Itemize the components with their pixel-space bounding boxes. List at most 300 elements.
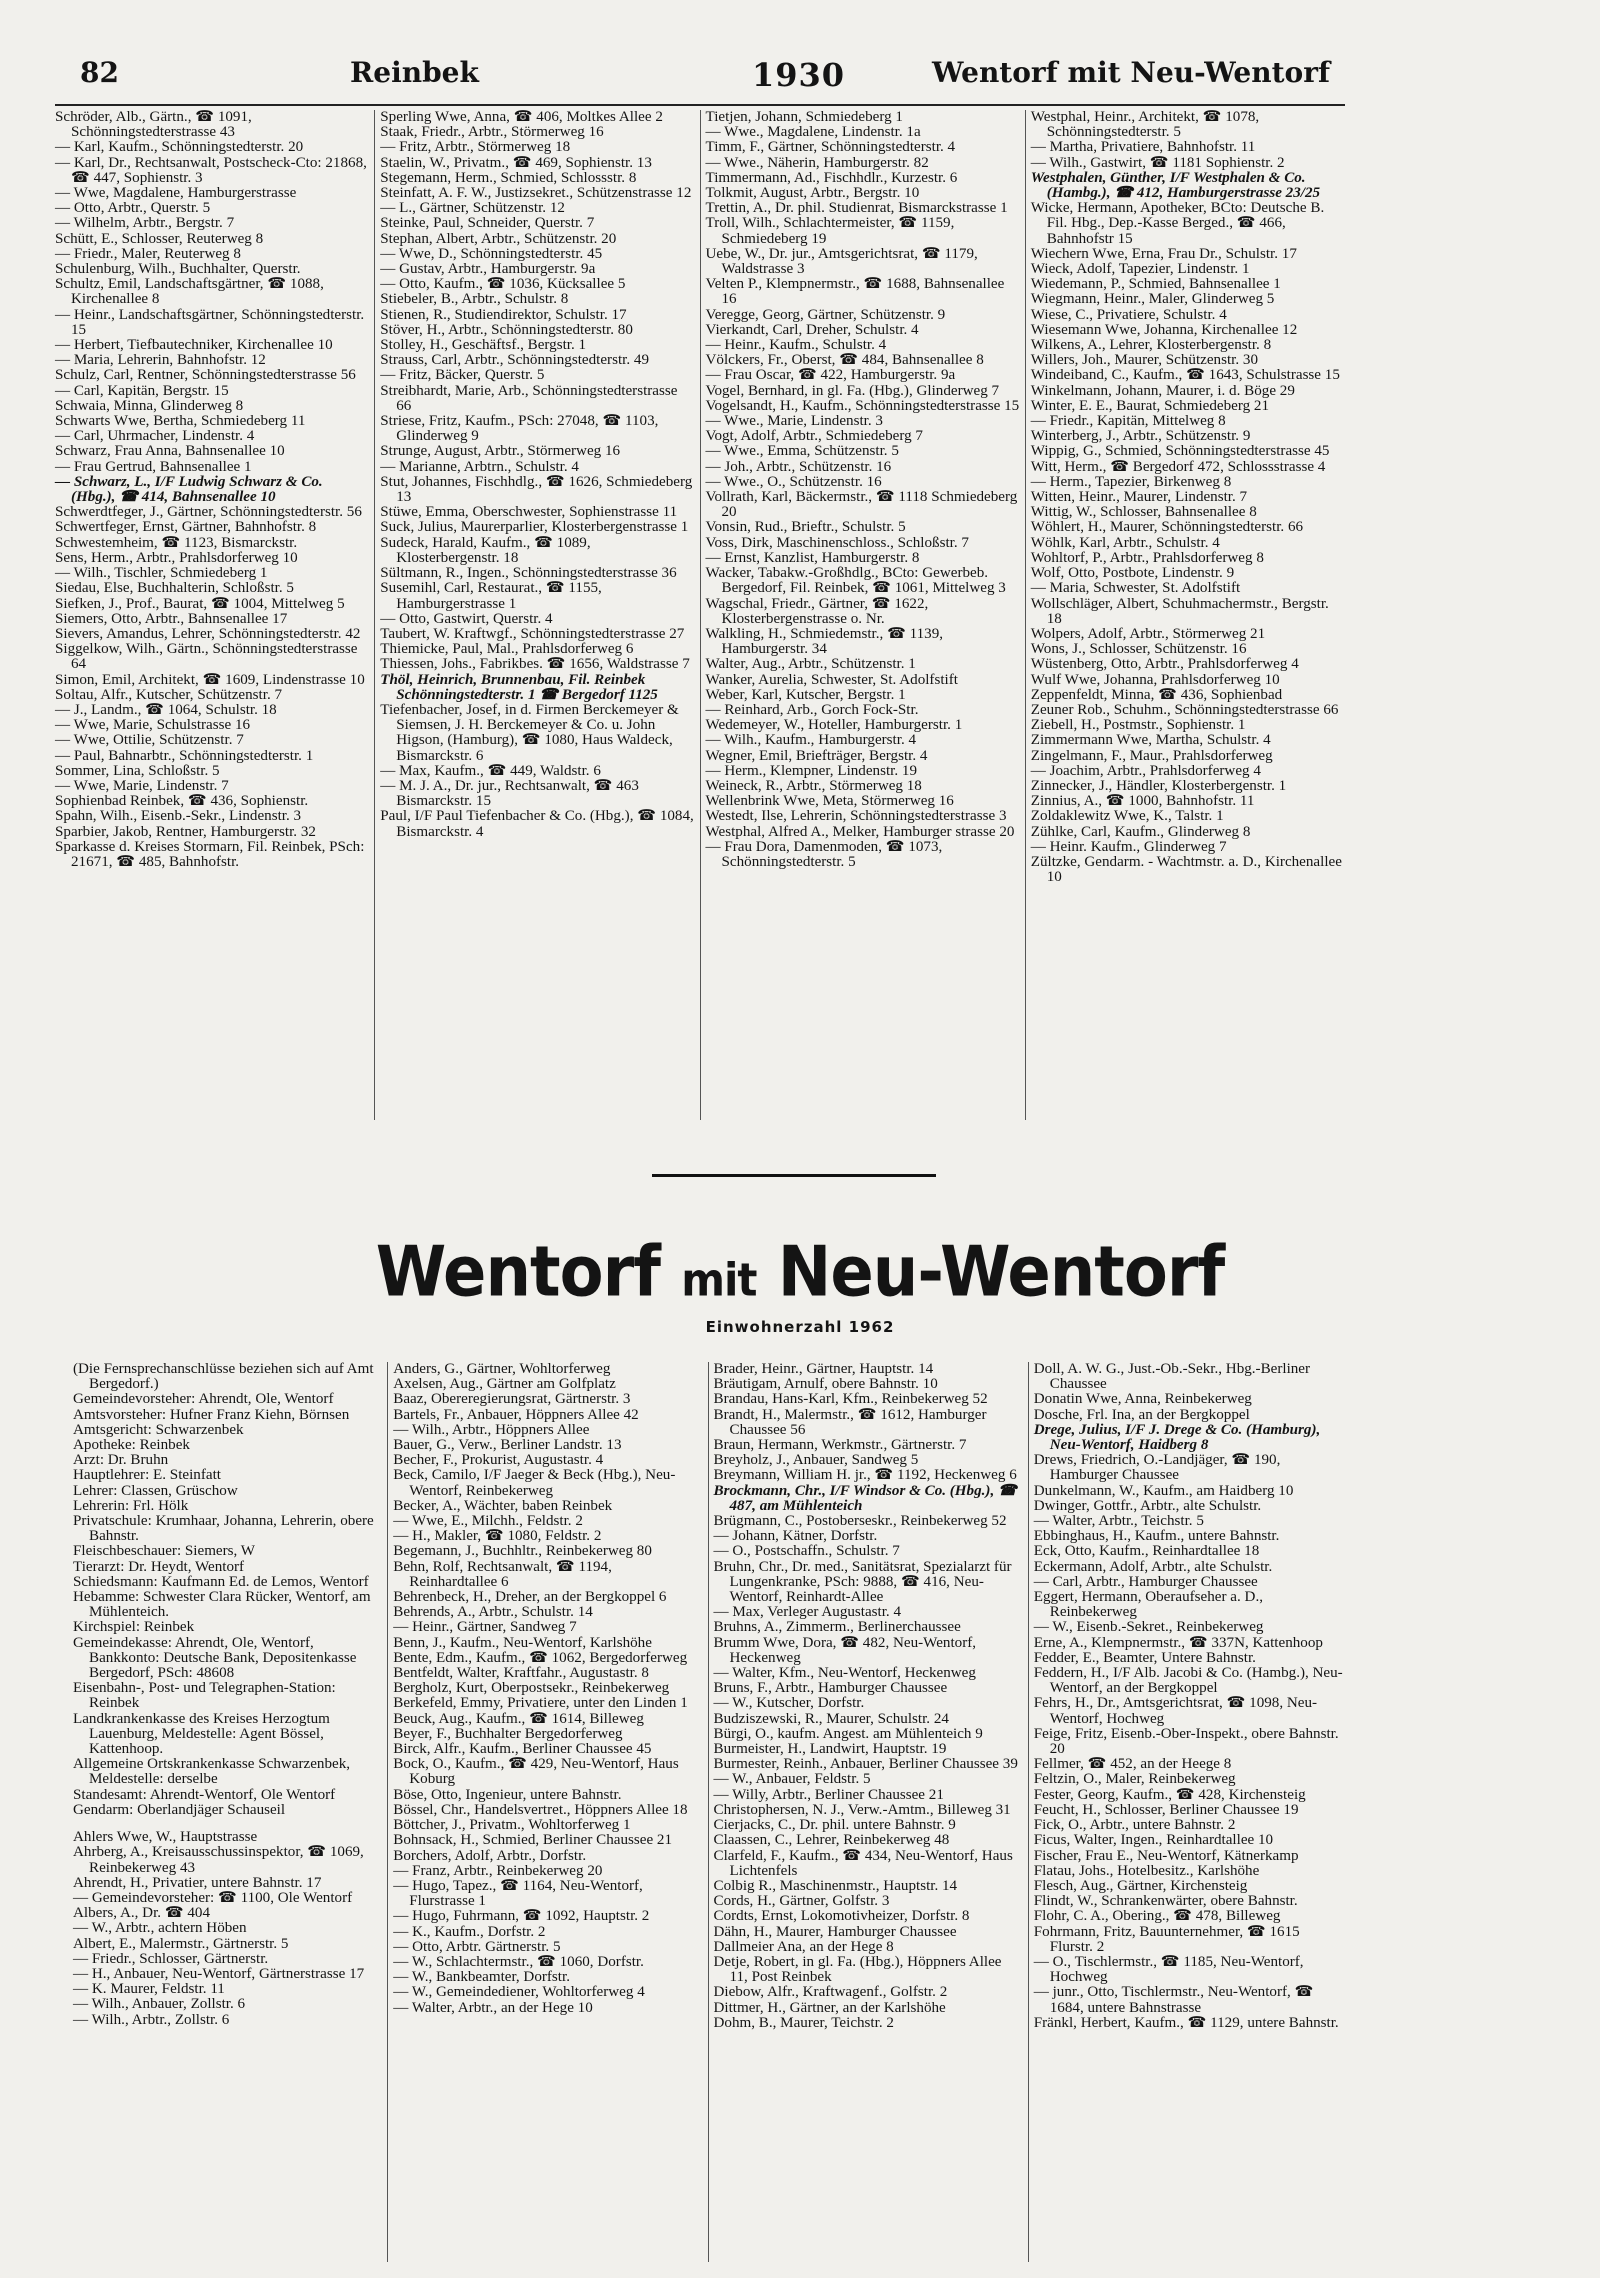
directory-entry: — O., Tischlermstr., ☎ 1185, Neu-Wentorf, Hochweg [1033,1953,1304,1986]
directory-entry: — Fritz, Arbtr., Störmerweg 18 [380,139,571,156]
directory-entry: Bössel, Chr., Handelsvertret., Höppners Allee 18 [393,1801,688,1818]
directory-entry: Wegner, Emil, Briefträger, Bergstr. 4 [705,747,928,764]
directory-entry: Diebow, Alfr., Kraftwagenf., Golfstr. 2 [713,1984,948,2001]
directory-entry: Dwinger, Gottfr., Arbtr., alte Schulstr. [1033,1497,1262,1514]
directory-entry: — Wwe., Magdalene, Lindenstr. 1a [705,124,921,141]
directory-entry: Wüstenberg, Otto, Arbtr., Prahlsdorferweg 4 [1030,656,1299,673]
directory-entry: Ahrberg, A., Kreisausschussinspektor, ☎ 1069, Reinbekerweg 43 [73,1844,364,1876]
section-title-part: Neu-Wentorf [777,1233,1225,1313]
directory-entry: Feltzin, O., Maler, Reinbekerweg [1033,1771,1236,1788]
directory-entry: Wiese, C., Privatiere, Schulstr. 4 [1030,306,1227,323]
directory-entry: Axelsen, Aug., Gärtner am Golfplatz [393,1376,616,1393]
directory-entry: — Hugo, Fuhrmann, ☎ 1092, Hauptstr. 2 [393,1908,650,1925]
directory-entry: Dohm, B., Maurer, Teichstr. 2 [713,2014,894,2031]
directory-entry: — Otto, Arbtr. Gärtnerstr. 5 [393,1938,561,1955]
directory-entry: Beyer, F., Buchhalter Bergedorferweg [393,1725,623,1742]
directory-entry: Apotheke: Reinbek [73,1437,190,1454]
directory-entry: Sudeck, Harald, Kaufm., ☎ 1089, Klosterbergenstr. 18 [380,534,591,566]
directory-entry: Ahlers Wwe, W., Hauptstrasse [73,1829,258,1846]
directory-entry: — Carl, Uhrmacher, Lindenstr. 4 [55,428,255,445]
directory-entry: Bruhn, Chr., Dr. med., Sanitätsrat, Spezialarzt für Lungenkranke, PSch: 9888, ☎ 416, Neu-Wentorf, Reinhardt-Allee [713,1558,1012,1606]
directory-entry: Flesch, Aug., Gärtner, Kirchensteig [1033,1877,1248,1894]
directory-entry: Ahrendt, H., Privatier, untere Bahnstr. 17 [73,1874,322,1891]
directory-entry: Burmeister, H., Landwirt, Hauptstr. 19 [713,1741,947,1758]
directory-entry: Begemann, J., Buchhltr., Reinbekerweg 80 [393,1543,652,1560]
directory-entry: — Wwe, Magdalene, Hamburgerstrasse [55,185,297,202]
directory-entry: Walter, Aug., Arbtr., Schützenstr. 1 [705,656,916,673]
directory-entry: — Joachim, Arbtr., Prahlsdorferweg 4 [1030,762,1261,779]
directory-entry: — Otto, Arbtr., Querstr. 5 [55,200,211,217]
directory-entry: — W., Gemeindediener, Wohltorferweg 4 [393,1984,645,2001]
directory-entry: Brügmann, C., Postoberseskr., Reinbekerweg 52 [713,1513,1007,1530]
directory-entry: Bentfeldt, Walter, Kraftfahr., Augustastr. 8 [393,1665,649,1682]
directory-entry: Feddern, H., I/F Alb. Jacobi & Co. (Hambg.), Neu-Wentorf, an der Bergkoppel [1033,1665,1343,1697]
directory-entry: Schulenburg, Wilh., Buchhalter, Querstr. [55,261,301,278]
directory-entry: Spahn, Wilh., Eisenb.-Sekr., Lindenstr. 3 [55,808,302,825]
directory-entry: Ziebell, H., Postmstr., Sophienstr. 1 [1030,717,1246,734]
directory-entry: Borchers, Adolf, Arbtr., Dorfstr. [393,1847,587,1864]
directory-entry: Clarfeld, F., Kaufm., ☎ 434, Neu-Wentorf, Haus Lichtenfels [713,1847,1013,1879]
directory-entry: Zinnecker, J., Händler, Klosterbergenstr. 1 [1030,777,1287,794]
directory-entry: — Wilh., Arbtr., Höppners Allee [393,1421,590,1438]
directory-entry: Winter, E. E., Baurat, Schmiedeberg 21 [1030,397,1270,414]
directory-entry: — Wwe, Marie, Schulstrasse 16 [55,717,251,734]
directory-entry: Vierkandt, Carl, Dreher, Schulstr. 4 [705,321,919,338]
directory-entry: — Wilhelm, Arbtr., Bergstr. 7 [55,215,235,232]
directory-entry: Bente, Edm., Kaufm., ☎ 1062, Bergedorferweg [393,1649,688,1666]
directory-entry: Soltau, Alfr., Kutscher, Schützenstr. 7 [55,686,283,703]
directory-entry: Wöhlk, Karl, Arbtr., Schulstr. 4 [1030,534,1220,551]
section-divider [652,1174,936,1177]
directory-entry: — Wwe, E., Milchh., Feldstr. 2 [393,1513,583,1530]
directory-entry: Wöhlert, H., Maurer, Schönningstedterstr. 66 [1030,519,1304,536]
directory-entry: Streibhardt, Marie, Arb., Schönningstedterstrasse 66 [380,382,678,414]
directory-entry: Fedder, E., Beamter, Untere Bahnstr. [1033,1649,1256,1666]
directory-entry: — K. Maurer, Feldstr. 11 [73,1981,225,1998]
directory-entry: Siemers, Otto, Arbtr., Bahnsenallee 17 [55,610,288,627]
directory-entry: Eck, Otto, Kaufm., Reinhardtallee 18 [1033,1543,1260,1560]
directory-entry: — W., Eisenb.-Sekret., Reinbekerweg [1033,1619,1264,1636]
directory-entry: Zingelmann, F., Maur., Prahlsdorferweg [1030,747,1273,764]
directory-entry: Fischer, Frau E., Neu-Wentorf, Kätnerkamp [1033,1847,1299,1864]
directory-entry: Berkefeld, Emmy, Privatiere, unter den Linden 1 [393,1695,688,1712]
directory-entry: — Wilh., Arbtr., Zollstr. 6 [73,2011,230,2028]
directory-entry: Bürgi, O., kaufm. Angest. am Mühlenteich 9 [713,1725,983,1742]
directory-entry: Birck, Alfr., Kaufm., Berliner Chaussee 45 [393,1741,652,1758]
directory-entry: — Carl, Kapitän, Bergstr. 15 [55,382,229,399]
directory-entry: Tierarzt: Dr. Heydt, Wentorf [73,1558,245,1575]
directory-entry: — Karl, Kaufm., Schönningstedterstr. 20 [55,139,304,156]
directory-entry: Christophersen, N. J., Verw.-Amtm., Billeweg 31 [713,1801,1011,1818]
page-number: 82 [80,56,119,89]
directory-entry: (Die Fernsprechanschlüsse beziehen sich auf Amt Bergedorf.) [73,1362,374,1393]
directory-entry: Sommer, Lina, Schloßstr. 5 [55,762,220,779]
directory-entry: Schwertfeger, Ernst, Gärtner, Bahnhofstr. 8 [55,519,317,536]
directory-entry: Wollschläger, Albert, Schuhmachermstr., Bergstr. 18 [1030,595,1329,627]
directory-entry: Drege, Julius, I/F J. Drege & Co. (Hamburg), Neu-Wentorf, Haidberg 8 [1033,1421,1321,1454]
directory-entry: Anders, G., Gärtner, Wohltorferweg [393,1362,611,1377]
directory-entry: — Frau Gertrud, Bahnsenallee 1 [55,458,252,475]
directory-entry: Westedt, Ilse, Lehrerin, Schönningstedterstrasse 3 [705,808,1007,825]
directory-entry: Eckermann, Adolf, Arbtr., alte Schulstr. [1033,1558,1273,1575]
directory-entry: Timmermann, Ad., Fischhdlr., Kurzestr. 6 [705,169,958,186]
directory-entry: Lehrerin: Frl. Hölk [73,1497,189,1514]
directory-entry: — Gemeindevorsteher: ☎ 1100, Ole Wentorf [73,1889,353,1906]
directory-entry: Westphal, Heinr., Architekt, ☎ 1078, Schönningstedterstr. 5 [1030,110,1260,141]
directory-entry: Wolpers, Adolf, Arbtr., Störmerweg 21 [1030,625,1266,642]
directory-entry: Siefken, J., Prof., Baurat, ☎ 1004, Mittelweg 5 [55,595,345,612]
directory-entry: Schwaia, Minna, Glinderweg 8 [55,397,244,414]
directory-entry: Velten P., Klempnermstr., ☎ 1688, Bahnsenallee 16 [705,276,1005,308]
section-title [0,1233,1600,1313]
directory-entry: Brader, Heinr., Gärtner, Hauptstr. 14 [713,1362,934,1377]
directory-entry: Cordts, Ernst, Lokomotivheizer, Dorfstr. 8 [713,1908,970,1925]
directory-entry: Steinfatt, A. F. W., Justizsekret., Schützenstrasse 12 [380,185,692,202]
directory-entry: Braun, Hermann, Werkmstr., Gärtnerstr. 7 [713,1437,967,1454]
directory-entry: Böttcher, J., Privatm., Wohltorferweg 1 [393,1817,631,1834]
directory-entry: Suck, Julius, Maurerparlier, Klosterbergenstrasse 1 [380,519,689,536]
directory-entry: Schiedsmann: Kaufmann Ed. de Lemos, Wentorf [73,1573,369,1590]
directory-entry: Stiebeler, B., Arbtr., Schulstr. 8 [380,291,569,308]
directory-column [68,1362,387,2262]
directory-entry: — Wwe, D., Schönningstedterstr. 45 [380,245,603,262]
directory-entry: — Schwarz, L., I/F Ludwig Schwarz & Co. (Hbg.), ☎ 414, Bahnsenallee 10 [55,473,323,506]
directory-entry: Fohrmann, Fritz, Bauunternehmer, ☎ 1615 Flurstr. 2 [1033,1923,1300,1955]
directory-entry: Wiedemann, P., Schmied, Bahnsenallee 1 [1030,276,1281,293]
directory-entry: Wiechern Wwe, Erna, Frau Dr., Schulstr. 17 [1030,245,1297,262]
directory-entry: Wolf, Otto, Postbote, Lindenstr. 9 [1030,565,1235,582]
directory-entry: Dunkelmann, W., Kaufm., am Haidberg 10 [1033,1482,1294,1499]
directory-entry: Eggert, Hermann, Oberaufseher a. D., Reinbekerweg [1033,1589,1263,1621]
directory-entry: Brockmann, Chr., I/F Windsor & Co. (Hbg.), ☎ 487, am Mühlenteich [713,1482,1017,1514]
directory-entry: Zinnius, A., ☎ 1000, Bahnhofstr. 11 [1030,793,1255,810]
directory-entry: — Max, Kaufm., ☎ 449, Waldstr. 6 [380,762,601,779]
directory-entry: Hauptlehrer: E. Steinfatt [73,1467,221,1484]
directory-entry: — Joh., Arbtr., Schützenstr. 16 [705,458,892,475]
directory-entry: — Frau Oscar, ☎ 422, Hamburgerstr. 9a [705,367,956,384]
directory-entry: Susemihl, Carl, Restaurat., ☎ 1155, Hamburgerstrasse 1 [380,580,602,612]
directory-entry: Schultz, Emil, Landschaftsgärtner, ☎ 1088, Kirchenallee 8 [55,276,324,308]
directory-entry: — Heinr., Gärtner, Sandweg 7 [393,1619,577,1636]
directory-entry: Bauer, G., Verw., Berliner Landstr. 13 [393,1437,622,1454]
directory-entry: — Wwe, Marie, Lindenstr. 7 [55,777,229,794]
directory-entry: Timm, F., Gärtner, Schönningstedterstr. 4 [705,139,956,156]
directory-entry: Bräutigam, Arnulf, obere Bahnstr. 10 [713,1376,938,1393]
directory-entry: Wulf Wwe, Johanna, Prahlsdorferweg 10 [1030,671,1280,688]
directory-entry: Behn, Rolf, Rechtsanwalt, ☎ 1194, Reinhardtallee 6 [393,1558,612,1590]
directory-entry: Amtsvorsteher: Hufner Franz Kiehn, Börnsen [73,1406,350,1423]
directory-entry: Zültzke, Gendarm. - Wachtmstr. a. D., Kirchenallee 10 [1030,853,1342,886]
directory-entry: Dallmeier Ana, an der Hege 8 [713,1938,894,1955]
directory-entry: Schulz, Carl, Rentner, Schönningstedterstrasse 56 [55,367,356,384]
section-title-part: mit [681,1253,757,1307]
directory-entry: Allgemeine Ortskrankenkasse Schwarzenbek, Meldestelle: derselbe [73,1756,351,1788]
section-title-part: Wentorf [375,1233,660,1313]
directory-entry: Brandt, H., Malermstr., ☎ 1612, Hamburger Chaussee 56 [713,1406,987,1438]
directory-entry: — Walter, Kfm., Neu-Wentorf, Heckenweg [713,1665,976,1682]
directory-entry: Stienen, R., Studiendirektor, Schulstr. 17 [380,306,627,323]
directory-entry: Siggelkow, Wilh., Gärtn., Schönningstedterstrasse 64 [55,641,358,673]
directory-entry: Wons, J., Schlosser, Schützenstr. 16 [1030,641,1247,658]
directory-entry: Stöver, H., Arbtr., Schönningstedterstr. 80 [380,321,633,338]
directory-entry: Schwarz, Frau Anna, Bahnsenallee 10 [55,443,285,460]
directory-entry: — Wilh., Anbauer, Zollstr. 6 [73,1996,246,2013]
directory-entry: Dosche, Frl. Ina, an der Bergkoppel [1033,1406,1250,1423]
directory-entry: Strunge, August, Arbtr., Störmerweg 16 [380,443,621,460]
directory-entry: Völckers, Fr., Oberst, ☎ 484, Bahnsenallee 8 [705,352,984,369]
directory-entry: Willers, Joh., Maurer, Schützenstr. 30 [1030,352,1258,369]
directory-entry: Sültmann, R., Ingen., Schönningstedterstrasse 36 [380,565,677,582]
directory-entry: Sparbier, Jakob, Rentner, Hamburgerstr. 32 [55,823,316,840]
directory-entry: Flohr, C. A., Obering., ☎ 478, Billeweg [1033,1908,1281,1925]
directory-entry: Budziszewski, R., Maurer, Schulstr. 24 [713,1710,949,1727]
directory-entry: Bock, O., Kaufm., ☎ 429, Neu-Wentorf, Haus Koburg [393,1756,679,1788]
header-year: 1930 [752,56,846,94]
directory-column [50,110,374,1120]
directory-entry: Sievers, Amandus, Lehrer, Schönningstedterstr. 42 [55,625,361,642]
directory-entry: Wippig, G., Schmied, Schönningstedterstrasse 45 [1030,443,1330,460]
directory-entry: Sens, Herm., Arbtr., Prahlsdorferweg 10 [55,549,298,566]
directory-entry: — Wwe., Marie, Lindenstr. 3 [705,413,883,430]
directory-entry: Ficus, Walter, Ingen., Reinhardtallee 10 [1033,1832,1274,1849]
directory-entry: Fick, O., Arbtr., untere Bahnstr. 2 [1033,1817,1236,1834]
directory-entry: — Friedr., Maler, Reuterweg 8 [55,245,241,262]
directory-entry: Fellmer, ☎ 452, an der Heege 8 [1033,1756,1232,1773]
directory-column [1025,110,1350,1120]
directory-entry: Claassen, C., Lehrer, Reinbekerweg 48 [713,1832,950,1849]
directory-entry: Albert, E., Malermstr., Gärtnerstr. 5 [73,1935,289,1952]
directory-entry: Hebamme: Schwester Clara Rücker, Wentorf, am Mühlenteich. [73,1589,371,1621]
directory-entry: Lehrer: Classen, Grüschow [73,1482,238,1499]
directory-entry: Zoldaklewitz Wwe, K., Talstr. 1 [1030,808,1224,825]
directory-entry: Schwarts Wwe, Bertha, Schmiedeberg 11 [55,413,306,430]
directory-entry: Vogelsandt, H., Kaufm., Schönningstedterstrasse 15 [705,397,1020,414]
directory-entry: — Maria, Schwester, St. Adolfstift [1030,580,1241,597]
directory-entry: Bohnsack, H., Schmied, Berliner Chaussee 21 [393,1832,673,1849]
directory-entry: Zimmermann Wwe, Martha, Schulstr. 4 [1030,732,1271,749]
directory-entry: — Heinr. Kaufm., Glinderweg 7 [1030,838,1227,855]
running-header [80,56,1330,96]
directory-entry: — Wwe, Ottilie, Schützenstr. 7 [55,732,244,749]
directory-entry: — H., Makler, ☎ 1080, Feldstr. 2 [393,1528,602,1545]
directory-entry: Staelin, W., Privatm., ☎ 469, Sophienstr. 13 [380,154,652,171]
directory-entry: Fehrs, H., Dr., Amtsgerichtsrat, ☎ 1098, Neu-Wentorf, Hochweg [1033,1695,1318,1727]
directory-entry: — Walter, Arbtr., an der Hege 10 [393,1999,593,2016]
directory-entry: — Herbert, Tiefbautechniker, Kirchenallee 10 [55,337,333,354]
directory-entry: Feige, Fritz, Eisenb.-Ober-Inspekt., obere Bahnstr. 20 [1033,1725,1339,1758]
directory-entry: Gemeindevorsteher: Ahrendt, Ole, Wentorf [73,1391,334,1408]
directory-entry: — W., Kutscher, Dorfstr. [713,1695,865,1712]
directory-entry: — Wwe., O., Schützenstr. 16 [705,473,882,490]
directory-entry: Breyholz, J., Anbauer, Sandweg 5 [713,1452,919,1469]
directory-entry: Vonsin, Rud., Brieftr., Schulstr. 5 [705,519,906,536]
directory-entry: — Karl, Dr., Rechtsanwalt, Postscheck-Cto: 21868, ☎ 447, Sophienstr. 3 [55,154,367,186]
directory-entry: Doll, A. W. G., Just.-Ob.-Sekr., Hbg.-Berliner Chaussee [1033,1362,1311,1393]
directory-entry: Stüwe, Emma, Oberschwester, Sophienstrasse 11 [380,504,678,521]
reinbek-directory-columns [50,110,1350,1120]
directory-entry: Privatschule: Krumhaar, Johanna, Lehrerin, obere Bahnstr. [73,1513,374,1545]
directory-entry: Thiemicke, Paul, Mal., Prahlsdorferweg 6 [380,641,634,658]
directory-entry: — Herm., Klempner, Lindenstr. 19 [705,762,918,779]
directory-entry: Witt, Herm., ☎ Bergedorf 472, Schlossstrasse 4 [1030,458,1326,475]
directory-entry: Wittig, W., Schlosser, Bahnsenallee 8 [1030,504,1257,521]
directory-entry: — Wwe., Emma, Schützenstr. 5 [705,443,899,460]
directory-entry: Burmester, Reinh., Anbauer, Berliner Chaussee 39 [713,1756,1018,1773]
directory-entry: Witten, Heinr., Maurer, Lindenstr. 7 [1030,489,1248,506]
directory-entry: Schröder, Alb., Gärtn., ☎ 1091, Schönningstedterstrasse 43 [55,110,252,141]
directory-entry: Landkrankenkasse des Kreises Herzogtum Lauenburg, Meldestelle: Agent Bössel, Kattenhoop. [73,1710,330,1758]
directory-entry: Becker, A., Wächter, baben Reinbek [393,1497,613,1514]
directory-entry: Zeppenfeldt, Minna, ☎ 436, Sophienbad [1030,686,1283,703]
directory-entry: Winterberg, J., Arbtr., Schützenstr. 9 [1030,428,1251,445]
directory-entry: Wiegmann, Heinr., Maler, Glinderweg 5 [1030,291,1275,308]
directory-entry: — O., Postschaffn., Schulstr. 7 [713,1543,900,1560]
directory-entry: Gemeindekasse: Ahrendt, Ole, Wentorf, Bankkonto: Deutsche Bank, Depositenkasse Bergedorf, PSch: 48608 [73,1634,357,1682]
directory-entry: Ebbinghaus, H., Kaufm., untere Bahnstr. [1033,1528,1280,1545]
directory-entry: — Wilh., Kaufm., Hamburgerstr. 4 [705,732,917,749]
directory-entry: — Maria, Lehrerin, Bahnhofstr. 12 [55,352,266,369]
directory-entry: — Ernst, Kanzlist, Hamburgerstr. 8 [705,549,920,566]
directory-entry: Arzt: Dr. Bruhn [73,1452,169,1469]
header-rule [55,104,1345,106]
directory-entry: Gendarm: Oberlandjäger Schauseil [73,1801,286,1818]
directory-entry: — Frau Dora, Damenmoden, ☎ 1073, Schönningstedterstr. 5 [705,838,943,870]
directory-entry: Winkelmann, Johann, Maurer, i. d. Böge 29 [1030,382,1295,399]
directory-entry: Breymann, William H. jr., ☎ 1192, Heckenweg 6 [713,1467,1017,1484]
directory-entry: — Willy, Arbtr., Berliner Chaussee 21 [713,1786,944,1803]
directory-entry: Stut, Johannes, Fischhdlg., ☎ 1626, Schmiedeberg 13 [380,473,693,506]
directory-entry: — W., Schlachtermstr., ☎ 1060, Dorfstr. [393,1953,644,1970]
directory-entry: Bruhns, A., Zimmerm., Berlinerchaussee [713,1619,961,1636]
directory-entry: Becher, F., Prokurist, Augustastr. 4 [393,1452,604,1469]
directory-entry: — M. J. A., Dr. jur., Rechtsanwalt, ☎ 463 Bismarckstr. 15 [380,777,639,810]
directory-entry: — Max, Verleger Augustastr. 4 [713,1604,902,1621]
directory-entry: Wacker, Tabakw.-Großhdlg., BCto: Gewerbeb. Bergedorf, Fil. Reinbek, ☎ 1061, Mittelweg 3 [705,565,1006,597]
directory-entry: — Wilh., Tischler, Schmiedeberg 1 [55,565,268,582]
directory-entry: Veregge, Georg, Gärtner, Schützenstr. 9 [705,306,946,323]
directory-entry: Westphal, Alfred A., Melker, Hamburger strasse 20 [705,823,1015,840]
directory-entry: — Fritz, Bäcker, Querstr. 5 [380,367,545,384]
directory-entry: Windeiband, C., Kaufm., ☎ 1643, Schulstrasse 15 [1030,367,1340,384]
directory-entry: Benn, J., Kaufm., Neu-Wentorf, Karlshöhe [393,1634,652,1651]
directory-entry: Baaz, Obereregierungsrat, Gärtnerstr. 3 [393,1391,631,1408]
directory-entry: Cords, H., Gärtner, Golfstr. 3 [713,1893,890,1910]
directory-column [1028,1362,1348,2262]
directory-entry: Schwerdtfeger, J., Gärtner, Schönningstedterstr. 56 [55,504,362,521]
directory-entry: Walkling, H., Schmiedemstr., ☎ 1139, Hamburgerstr. 34 [705,625,944,658]
directory-entry: Cierjacks, C., Dr. phil. untere Bahnstr. 9 [713,1817,956,1834]
directory-entry: Brumm Wwe, Dora, ☎ 482, Neu-Wentorf, Heckenweg [713,1634,977,1666]
directory-entry: Sophienbad Reinbek, ☎ 436, Sophienstr. [55,793,309,810]
directory-entry: Donatin Wwe, Anna, Reinbekerweg [1033,1391,1252,1408]
directory-column [387,1362,707,2262]
directory-entry: Stolley, H., Geschäftsf., Bergstr. 1 [380,337,587,354]
directory-entry: Weineck, R., Arbtr., Störmerweg 18 [705,777,922,794]
directory-entry: Vogt, Adolf, Arbtr., Schmiedeberg 7 [705,428,923,445]
directory-entry: Zühlke, Carl, Kaufm., Glinderweg 8 [1030,823,1251,840]
directory-entry: — Heinr., Kaufm., Schulstr. 4 [705,337,887,354]
directory-entry: Wagschal, Friedr., Gärtner, ☎ 1622, Klosterbergenstrasse o. Nr. [705,595,929,627]
directory-entry: Tiefenbacher, Josef, in d. Firmen Berckemeyer & Siemsen, J. H. Berckemeyer & Co. u. John Higson, (Hamburg), ☎ 1080, Haus Waldeck, Bismarckstr. 6 [380,701,679,764]
directory-entry: Taubert, W. Kraftwgf., Schönningstedterstrasse 27 [380,625,685,642]
directory-entry: Beuck, Aug., Kaufm., ☎ 1614, Billeweg [393,1710,644,1727]
directory-entry: Simon, Emil, Architekt, ☎ 1609, Lindenstrasse 10 [55,671,365,688]
directory-entry: Dittmer, H., Gärtner, an der Karlshöhe [713,1999,946,2016]
directory-column [708,1362,1028,2262]
directory-entry: Beck, Camilo, I/F Jaeger & Beck (Hbg.), Neu-Wentorf, Reinbekerweg [393,1467,676,1499]
directory-entry: Stephan, Albert, Arbtr., Schützenstr. 20 [380,230,617,247]
directory-entry: Wohltorf, P., Arbtr., Prahlsdorferweg 8 [1030,549,1264,566]
directory-entry: Fränkl, Herbert, Kaufm., ☎ 1129, untere Bahnstr. [1033,2014,1339,2031]
directory-entry: — Franz, Arbtr., Reinbekerweg 20 [393,1862,603,1879]
directory-entry: Behrends, A., Arbtr., Schulstr. 14 [393,1604,593,1621]
directory-entry: Wanker, Aurelia, Schwester, St. Adolfstift [705,671,958,688]
directory-entry: — W., Anbauer, Feldstr. 5 [713,1771,871,1788]
directory-entry: Albers, A., Dr. ☎ 404 [73,1905,211,1922]
directory-entry: Siedau, Else, Buchhalterin, Schloßstr. 5 [55,580,294,597]
directory-entry: — H., Anbauer, Neu-Wentorf, Gärtnerstrasse 17 [73,1965,365,1982]
directory-entry: Bruns, F., Arbtr., Hamburger Chaussee [713,1680,948,1697]
directory-entry: Uebe, W., Dr. jur., Amtsgerichtsrat, ☎ 1179, Waldstrasse 3 [705,245,978,278]
directory-entry: Wieck, Adolf, Tapezier, Lindenstr. 1 [1030,261,1250,278]
directory-entry: Dähn, H., Maurer, Hamburger Chaussee [713,1923,957,1940]
directory-entry: Böse, Otto, Ingenieur, untere Bahnstr. [393,1786,622,1803]
directory-entry: Detje, Robert, in gl. Fa. (Hbg.), Höppners Allee 11, Post Reinbek [713,1953,1002,1986]
directory-entry: Bergholz, Kurt, Oberpostsekr., Reinbekerweg [393,1680,670,1697]
directory-entry: — Marianne, Arbtrn., Schulstr. 4 [380,458,579,475]
directory-entry: Wellenbrink Wwe, Meta, Störmerweg 16 [705,793,954,810]
directory-entry: — Carl, Arbtr., Hamburger Chaussee [1033,1573,1258,1590]
directory-entry: Amtsgericht: Schwarzenbek [73,1421,244,1438]
directory-entry: Kirchspiel: Reinbek [73,1619,195,1636]
directory-entry: Flatau, Johs., Hotelbesitz., Karlshöhe [1033,1862,1260,1879]
directory-entry: Colbig R., Maschinenmstr., Hauptstr. 14 [713,1877,958,1894]
directory-entry: — Johann, Kätner, Dorfstr. [713,1528,878,1545]
directory-column [700,110,1025,1120]
directory-entry: — J., Landm., ☎ 1064, Schulstr. 18 [55,701,277,718]
directory-entry: Troll, Wilh., Schlachtermeister, ☎ 1159, Schmiedeberg 19 [705,215,955,247]
directory-entry: Standesamt: Ahrendt-Wentorf, Ole Wentorf [73,1786,336,1803]
directory-entry: — Hugo, Tapez., ☎ 1164, Neu-Wentorf, Flurstrasse 1 [393,1877,643,1910]
directory-entry: Drews, Friedrich, O.-Landjäger, ☎ 190, Hamburger Chaussee [1033,1452,1281,1484]
header-right-title: Wentorf mit Neu-Wentorf [931,56,1330,89]
directory-entry: Fester, Georg, Kaufm., ☎ 428, Kirchensteig [1033,1786,1306,1803]
directory-entry: Weber, Karl, Kutscher, Bergstr. 1 [705,686,906,703]
directory-entry: Tolkmit, August, Arbtr., Bergstr. 10 [705,185,920,202]
directory-entry: — Wwe., Näherin, Hamburgerstr. 82 [705,154,929,171]
directory-entry: Vogel, Bernhard, in gl. Fa. (Hbg.), Glinderweg 7 [705,382,1000,399]
directory-entry: Schütt, E., Schlosser, Reuterweg 8 [55,230,264,247]
directory-entry: Zeuner Rob., Schuhm., Schönningstedterstrasse 66 [1030,701,1339,718]
directory-entry: — junr., Otto, Tischlermstr., Neu-Wentorf, ☎ 1684, untere Bahnstrasse [1033,1984,1314,2016]
directory-entry: — K., Kaufm., Dorfstr. 2 [393,1923,546,1940]
directory-entry: — Reinhard, Arb., Gorch Fock-Str. [705,701,919,718]
section-subtitle: Einwohnerzahl 1962 [705,1318,895,1336]
directory-entry: Tietjen, Johann, Schmiedeberg 1 [705,110,903,125]
directory-entry: Voss, Dirk, Maschinenschloss., Schloßstr. 7 [705,534,969,551]
directory-entry: — Martha, Privatiere, Bahnhofstr. 11 [1030,139,1256,156]
directory-entry: — W., Arbtr., achtern Höben [73,1920,247,1937]
directory-entry: Fleischbeschauer: Siemers, W [73,1543,256,1560]
directory-entry: Westphalen, Günther, I/F Westphalen & Co. (Hambg.), ☎ 412, Hamburgerstrasse 23/25 [1030,169,1321,202]
directory-entry: — W., Bankbeamter, Dorfstr. [393,1969,570,1986]
directory-entry: Wedemeyer, W., Hoteller, Hamburgerstr. 1 [705,717,963,734]
directory-entry: — Friedr., Kapitän, Mittelweg 8 [1030,413,1226,430]
directory-entry: — L., Gärtner, Schützenstr. 12 [380,200,565,217]
wentorf-directory-columns [68,1362,1348,2262]
directory-entry: Behrenbeck, H., Dreher, an der Bergkoppel 6 [393,1589,667,1606]
directory-entry: Stegemann, Herm., Schmied, Schlossstr. 8 [380,169,637,186]
